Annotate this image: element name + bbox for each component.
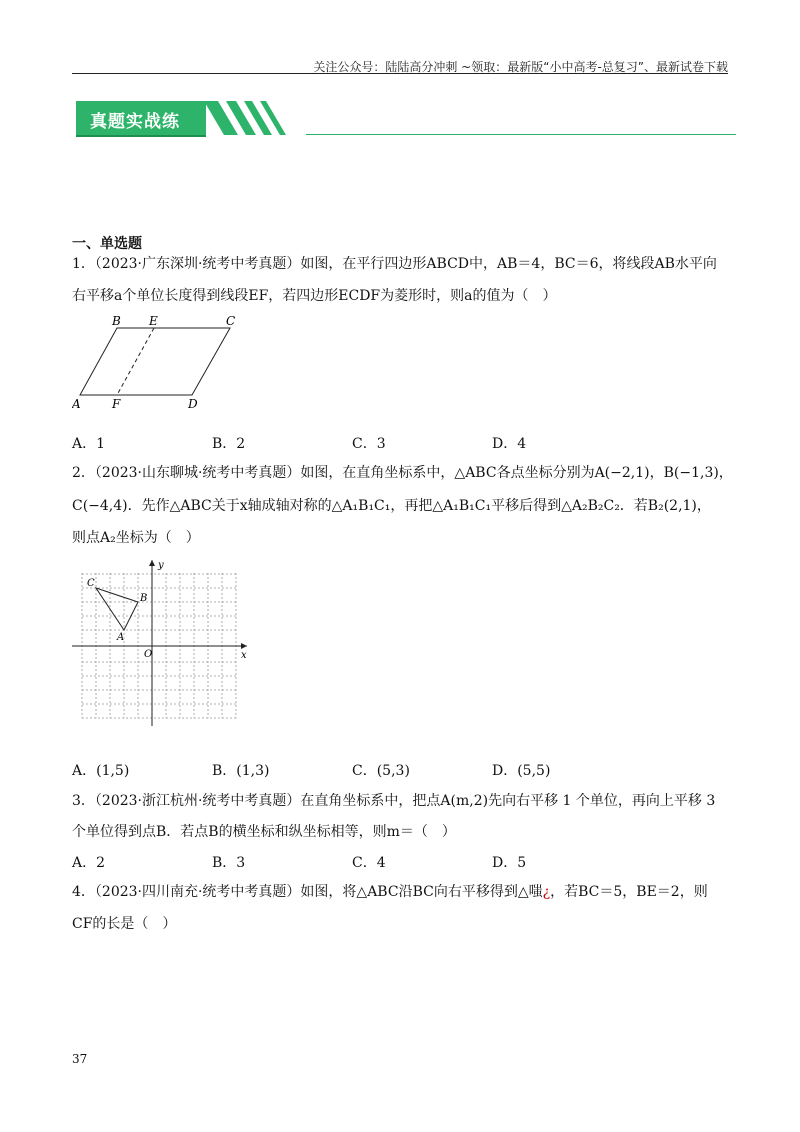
section-banner bbox=[76, 101, 736, 137]
question-2-line-2: C(−4,4)．先作△ABC关于x轴成轴对称的△A₁B₁C₁，再把△A₁B₁C₁平移后得到△A₂B₂C₂．若B₂(2,1)， bbox=[72, 498, 711, 514]
banner-underline bbox=[306, 134, 736, 135]
question-3-line-1: 3．（2023·浙江杭州·统考中考真题）在直角坐标系中，把点A(m,2)先向右平移 1 个单位，再向上平移 3 bbox=[72, 793, 716, 809]
q4-garbled-mark: ¿ bbox=[542, 884, 551, 900]
q3-option-a[interactable]: A．2 bbox=[72, 855, 106, 871]
q1-option-a[interactable]: A．1 bbox=[72, 436, 106, 452]
banner-title: 真题实战练 bbox=[90, 112, 180, 132]
q1-option-d[interactable]: D．4 bbox=[492, 436, 527, 452]
coordinate-grid-figure bbox=[72, 558, 257, 726]
point-c-label: C bbox=[87, 578, 95, 589]
header-text: 关注公众号：陆陆高分冲刺 ~领取：最新版“小中高考-总复习”、最新试卷下载 bbox=[313, 60, 728, 74]
q4-text-before: 4．（2023·四川南充·统考中考真题）如图，将△ABC沿BC向右平移得到△嗤 bbox=[72, 884, 543, 900]
q1-option-b[interactable]: B．2 bbox=[212, 436, 246, 452]
q3-option-b[interactable]: B．3 bbox=[212, 855, 246, 871]
q3-option-d[interactable]: D．5 bbox=[492, 855, 527, 871]
banner-stripes bbox=[204, 101, 314, 137]
q2-option-b[interactable]: B．(1,3) bbox=[212, 763, 270, 779]
banner-box bbox=[76, 101, 206, 137]
q3-option-c[interactable]: C．4 bbox=[352, 855, 386, 871]
header-rule bbox=[72, 73, 728, 74]
label-a: A bbox=[72, 397, 81, 411]
q2-option-a[interactable]: A．(1,5) bbox=[72, 763, 130, 779]
question-1-line-2: 右平移a个单位长度得到线段EF，若四边形ECDF为菱形时，则a的值为（ ） bbox=[72, 288, 557, 304]
axis-x-label: x bbox=[241, 650, 247, 661]
page-number: 37 bbox=[72, 1052, 88, 1066]
question-1-line-1: 1．（2023·广东深圳·统考中考真题）如图，在平行四边形ABCD中，AB＝4，BC＝6，将线段AB水平向 bbox=[72, 256, 717, 272]
label-f: F bbox=[112, 397, 121, 411]
label-c: C bbox=[226, 314, 236, 328]
question-3-line-2: 个单位得到点B．若点B的横坐标和纵坐标相等，则m＝（ ） bbox=[72, 824, 456, 840]
q2-option-d[interactable]: D．(5,5) bbox=[492, 763, 551, 779]
q1-option-c[interactable]: C．3 bbox=[352, 436, 386, 452]
section-title: 一、单选题 bbox=[72, 236, 142, 252]
question-4-line-2: CF的长是（ ） bbox=[72, 916, 177, 932]
label-d: D bbox=[188, 397, 198, 411]
point-a-label: A bbox=[117, 632, 125, 643]
axis-y-label: y bbox=[158, 560, 164, 571]
parallelogram-figure bbox=[72, 312, 247, 412]
question-4-line-1 bbox=[72, 881, 708, 901]
q4-text-after: ，若BC＝5，BE＝2，则 bbox=[550, 884, 708, 900]
label-b: B bbox=[112, 314, 121, 328]
question-2-line-1: 2．（2023·山东聊城·统考中考真题）如图，在直角坐标系中，△ABC各点坐标分别为A(−2,1)，B(−1,3)， bbox=[72, 465, 733, 481]
q2-option-c[interactable]: C．(5,3) bbox=[352, 763, 410, 779]
point-b-label: B bbox=[140, 593, 148, 604]
question-2-line-3: 则点A₂坐标为（ ） bbox=[72, 530, 200, 546]
origin-label: O bbox=[144, 649, 153, 660]
label-e: E bbox=[149, 314, 158, 328]
